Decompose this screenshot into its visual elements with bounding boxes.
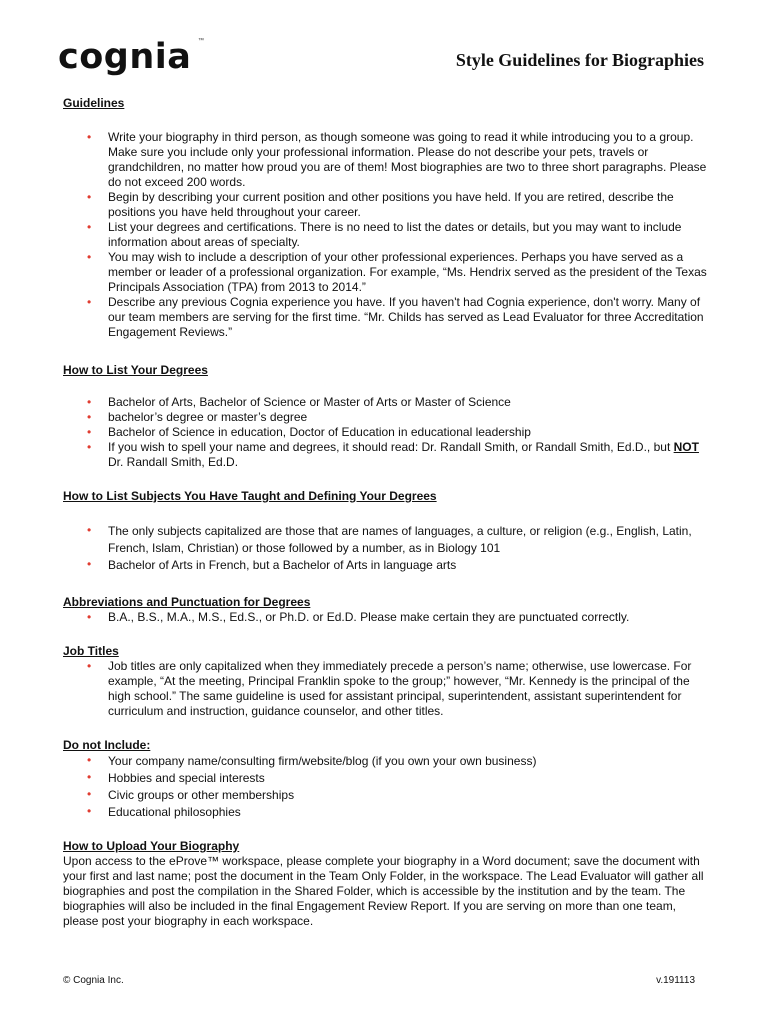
bullet-icon: •	[87, 659, 92, 673]
bullet-icon: •	[87, 753, 92, 767]
list-item: • Bachelor of Science in education, Doctor of Education in educational leadership	[87, 425, 531, 439]
bullet-icon: •	[87, 250, 92, 264]
not-emphasis: NOT	[673, 440, 699, 454]
list-item: • You may wish to include a description of your other professional experiences. Perhaps you have served as a member or leader of a professional organization. For example, “Ms. Hendrix served as the president of the Texas Principals Association (TPA) from 2013 to 2014.”	[87, 250, 707, 294]
logo-wordmark: cognia	[58, 37, 192, 77]
bullet-icon: •	[87, 190, 92, 204]
do-not-include-heading: Do not Include:	[63, 738, 151, 752]
list-item: • The only subjects capitalized are those that are names of languages, a culture, or religion (e.g., English, Latin, French, Islam, Christian) or those followed by a number, as in Biology 101	[87, 523, 692, 555]
job-titles-heading: Job Titles	[63, 644, 119, 658]
upload-paragraph: Upon access to the eProve™ workspace, please complete your biography in a Word document; save the document with your first and last name; post the document in the Team Only Folder, in the workspace. The Lead Evaluator will gather all biographies and post the compilation in the Shared Folder, which is accessible by the institution and by the team. The biographies will also be included in the final Engagement Review Report. If you are serving on more than one team, please post your biography in each workspace.	[63, 854, 704, 928]
list-item: • B.A., B.S., M.A., M.S., Ed.S., or Ph.D. or Ed.D. Please make certain they are punctuated correctly.	[87, 610, 630, 624]
bullet-icon: •	[87, 557, 92, 571]
degrees-heading: How to List Your Degrees	[63, 363, 208, 377]
bullet-icon: •	[87, 787, 92, 801]
list-item: • List your degrees and certifications. There is no need to list the dates or details, but you may want to include information about areas of specialty.	[87, 220, 682, 249]
list-item: • Bachelor of Arts, Bachelor of Science or Master of Arts or Master of Science	[87, 395, 511, 409]
list-item: • Educational philosophies	[87, 804, 241, 819]
upload-heading: How to Upload Your Biography	[63, 839, 240, 853]
bullet-icon: •	[87, 410, 92, 424]
bullet-icon: •	[87, 295, 92, 309]
list-item: • Civic groups or other memberships	[87, 787, 295, 802]
bullet-icon: •	[87, 804, 92, 818]
bullet-icon: •	[87, 220, 92, 234]
list-item: • bachelor’s degree or master’s degree	[87, 410, 308, 424]
bullet-icon: •	[87, 440, 92, 454]
list-item: • Bachelor of Arts in French, but a Bachelor of Arts in language arts	[87, 557, 457, 572]
bullet-icon: •	[87, 610, 92, 624]
document-body	[63, 96, 713, 929]
abbreviations-list	[63, 610, 713, 625]
do-not-include-list	[63, 753, 713, 821]
list-item: • Hobbies and special interests	[87, 770, 265, 785]
list-item: • Job titles are only capitalized when they immediately precede a person’s name; otherwise, use lowercase. For example, “At the meeting, Principal Franklin spoke to the group;” however, “Mr. Kennedy is the principal of the high school.” The same guideline is used for assistant principal, superintendent, assistant superintendent for curriculum and instruction, guidance counselor, and other titles.	[87, 659, 692, 718]
list-item: • Begin by describing your current position and other positions you have held. If you are retired, describe the positions you have held throughout your career.	[87, 190, 674, 219]
bullet-icon: •	[87, 770, 92, 784]
list-item: • Your company name/consulting firm/website/blog (if you own your own business)	[87, 753, 537, 768]
list-item: • Describe any previous Cognia experience you have. If you haven't had Cognia experience, don't worry. Many of our team members are serving for the first time. “Mr. Childs has served as Lead Evaluator for three Accreditation Engagement Reviews.”	[87, 295, 704, 339]
bullet-icon: •	[87, 425, 92, 439]
degrees-list	[63, 395, 713, 470]
subjects-list	[63, 523, 713, 574]
bullet-icon: •	[87, 523, 92, 537]
document-title: Style Guidelines for Biographies	[455, 50, 704, 70]
list-item: • If you wish to spell your name and degrees, it should read: Dr. Randall Smith, or Randall Smith, Ed.D., but NOT Dr. Randall Smith, Ed.D.	[87, 440, 699, 469]
guidelines-list	[63, 130, 713, 340]
abbreviations-heading: Abbreviations and Punctuation for Degrees	[63, 595, 311, 609]
guidelines-heading: Guidelines	[63, 96, 125, 110]
logo-trademark: ™	[198, 38, 204, 44]
job-titles-list	[63, 659, 713, 719]
bullet-icon: •	[87, 130, 92, 144]
list-item: • Write your biography in third person, as though someone was going to read it while introducing you to a group. Make sure you include only your professional information. Please do not describe your pets, travels or grandchildren, no matter how proud you are of them! Most biographies are two to three short paragraphs. Please do not exceed 200 words.	[87, 130, 707, 189]
bullet-icon: •	[87, 395, 92, 409]
cognia-logo	[58, 38, 208, 76]
footer-version: v.191113	[656, 975, 695, 986]
footer-copyright: © Cognia Inc.	[63, 975, 124, 986]
subjects-heading: How to List Subjects You Have Taught and Defining Your Degrees	[63, 489, 437, 503]
